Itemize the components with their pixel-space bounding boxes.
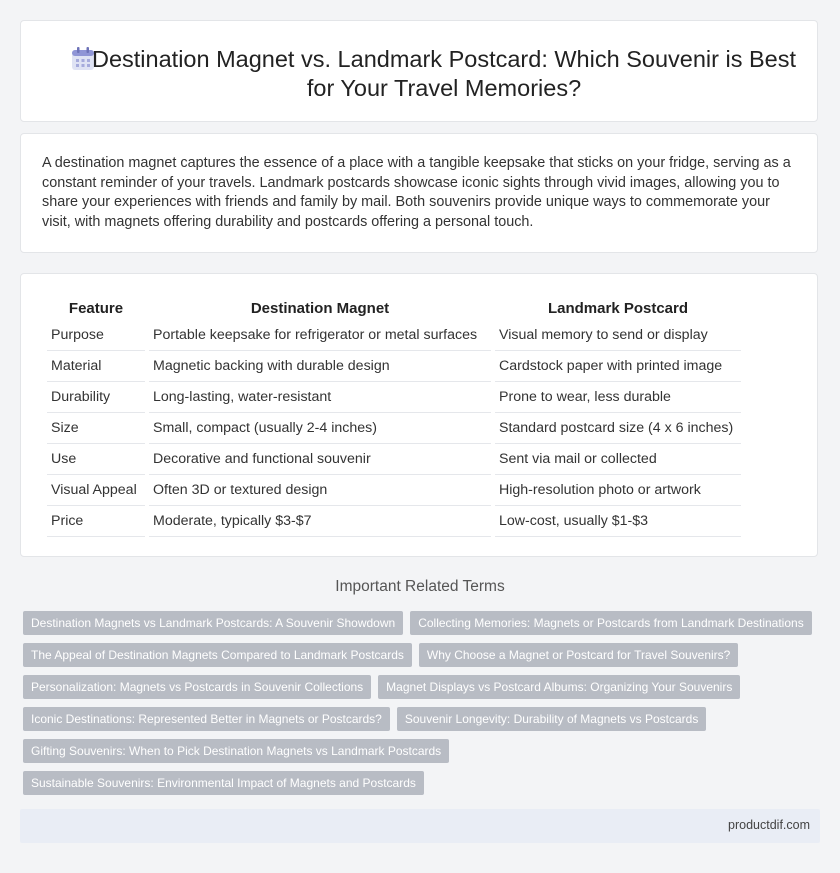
column-header-magnet: Destination Magnet — [250, 299, 390, 317]
footer-site-link[interactable]: productdif.com — [728, 818, 810, 832]
table-cell: High-resolution photo or artwork — [495, 475, 741, 506]
table-cell: Long-lasting, water-resistant — [149, 382, 491, 413]
table-cell: Small, compact (usually 2-4 inches) — [149, 413, 491, 444]
related-term-tag[interactable]: Destination Magnets vs Landmark Postcards: A Souvenir Showdown — [23, 611, 403, 635]
table-cell: Magnetic backing with durable design — [149, 351, 491, 382]
table-cell: Use — [47, 444, 145, 475]
table-header-row — [47, 294, 741, 320]
table-row — [47, 320, 741, 351]
table-cell: Size — [47, 413, 145, 444]
table-row — [47, 413, 741, 444]
table-cell: Visual memory to send or display — [495, 320, 741, 351]
table-cell: Often 3D or textured design — [149, 475, 491, 506]
table-cell: Sent via mail or collected — [495, 444, 741, 475]
related-terms-heading: Important Related Terms — [335, 578, 505, 595]
page-title: Destination Magnet vs. Landmark Postcard: Which Souvenir is Best for Your Travel Memories? — [91, 46, 796, 101]
column-header-feature: Feature — [68, 299, 124, 317]
related-term-tag[interactable]: Magnet Displays vs Postcard Albums: Organizing Your Souvenirs — [378, 675, 740, 699]
related-term-tag[interactable]: Why Choose a Magnet or Postcard for Travel Souvenirs? — [419, 643, 738, 667]
table-cell: Material — [47, 351, 145, 382]
related-terms-list — [23, 611, 823, 803]
table-row — [47, 382, 741, 413]
table-cell: Portable keepsake for refrigerator or metal surfaces — [149, 320, 491, 351]
table-cell: Decorative and functional souvenir — [149, 444, 491, 475]
related-term-tag[interactable]: Collecting Memories: Magnets or Postcards from Landmark Destinations — [410, 611, 812, 635]
column-header-postcard: Landmark Postcard — [547, 299, 689, 317]
footer — [20, 809, 820, 843]
comparison-card — [20, 273, 818, 557]
table-row — [47, 444, 741, 475]
title-card — [20, 20, 818, 122]
table-cell: Standard postcard size (4 x 6 inches) — [495, 413, 741, 444]
table-cell: Durability — [47, 382, 145, 413]
table-cell: Visual Appeal — [47, 475, 145, 506]
table-cell: Purpose — [47, 320, 145, 351]
table-row — [47, 351, 741, 382]
table-row — [47, 475, 741, 506]
intro-text: A destination magnet captures the essence of a place with a tangible keepsake that sticks on your fridge, serving as a constant reminder of your travels. Landmark postcards showcase iconic sights through vivid images, allowing you to share your experiences with friends and family by mail. Both souvenirs provide unique ways to commemorate your visit, with magnets offering durability and postcards offering a personal touch. — [42, 155, 791, 230]
table-cell: Cardstock paper with printed image — [495, 351, 741, 382]
table-cell: Low-cost, usually $1-$3 — [495, 506, 741, 537]
related-term-tag[interactable]: Iconic Destinations: Represented Better in Magnets or Postcards? — [23, 707, 390, 731]
intro-card — [20, 133, 818, 253]
table-cell: Prone to wear, less durable — [495, 382, 741, 413]
table-cell: Price — [47, 506, 145, 537]
related-term-tag[interactable]: Personalization: Magnets vs Postcards in Souvenir Collections — [23, 675, 371, 699]
table-cell: Moderate, typically $3-$7 — [149, 506, 491, 537]
related-term-tag[interactable]: Sustainable Souvenirs: Environmental Impact of Magnets and Postcards — [23, 771, 424, 795]
related-term-tag[interactable]: Gifting Souvenirs: When to Pick Destination Magnets vs Landmark Postcards — [23, 739, 449, 763]
table-row — [47, 506, 741, 537]
related-term-tag[interactable]: The Appeal of Destination Magnets Compared to Landmark Postcards — [23, 643, 412, 667]
related-term-tag[interactable]: Souvenir Longevity: Durability of Magnets vs Postcards — [397, 707, 706, 731]
comparison-table — [43, 294, 745, 537]
